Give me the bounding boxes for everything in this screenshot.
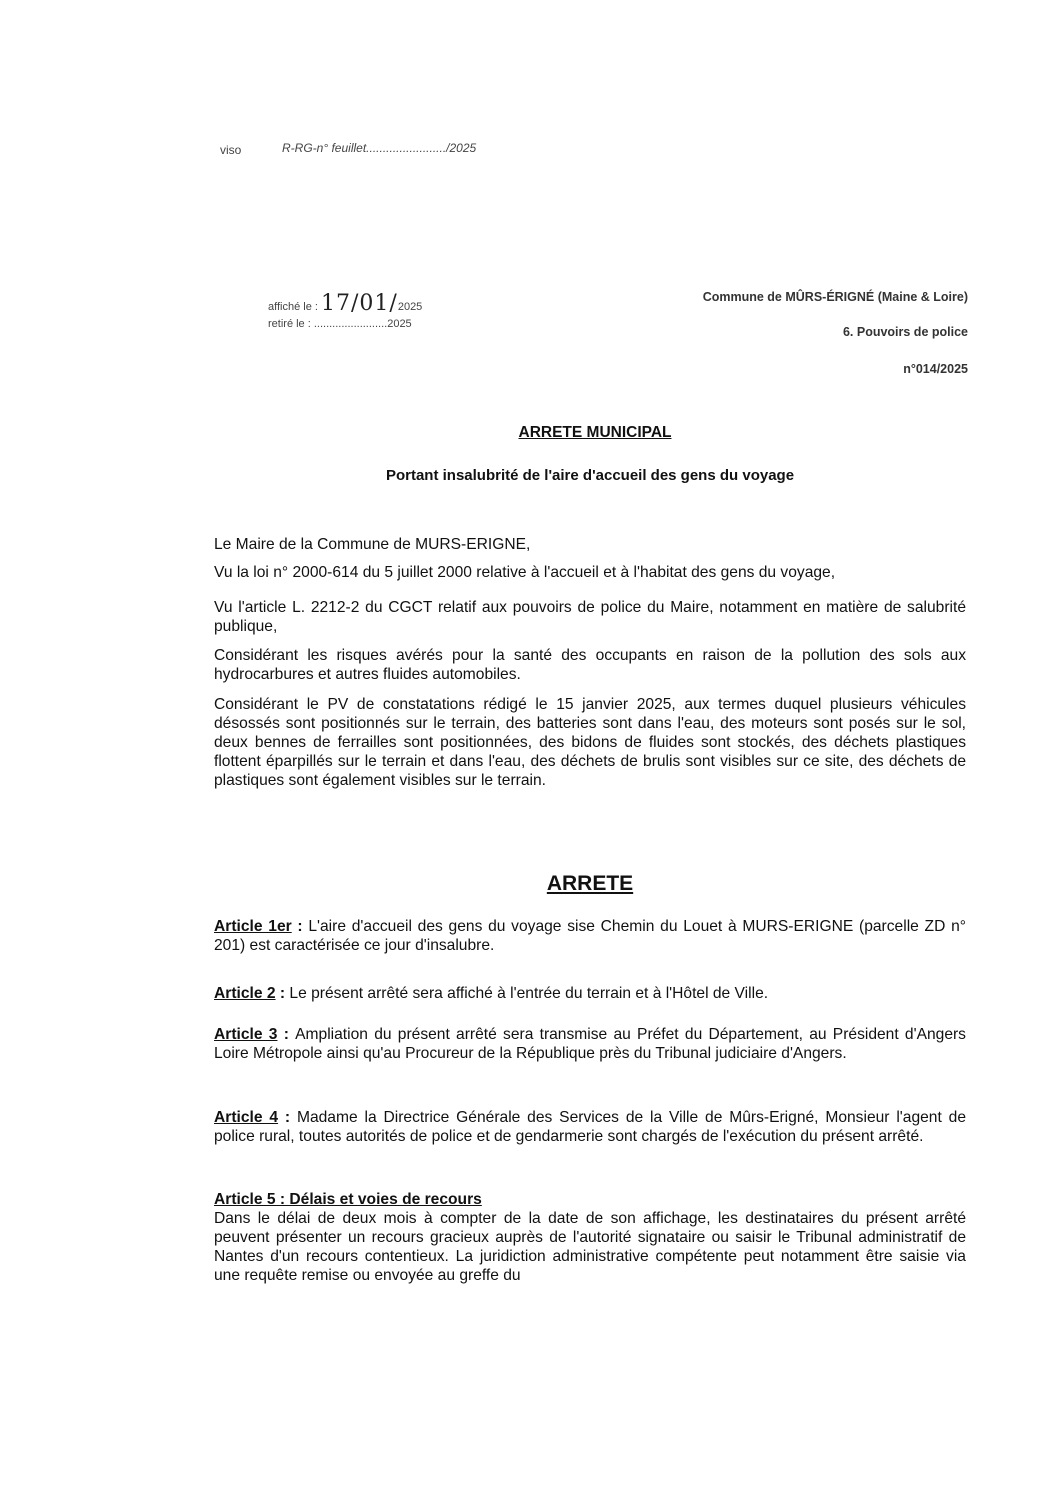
article-2-text: Le présent arrêté sera affiché à l'entrée du terrain et à l'Hôtel de Ville. <box>289 985 769 1002</box>
article-5-text: Dans le délai de deux mois à compter de la date de son affichage, les destinataires du présent arrêté peuvent présenter un recours gracieux auprès de l'autorité signataire ou saisir le Tribunal administratif de Nantes d'un recours contentieux. La juridiction administrative compétente peut notamment être saisie via une requête remise ou envoyée au greffe du <box>214 1210 966 1284</box>
act-number: n°014/2025 <box>903 362 968 376</box>
preamble-report: Considérant le PV de constatations rédigé le 15 janvier 2025, aux termes duquel plusieurs véhicules désossés sont positionnés sur le terrain, des batteries sont dans l'eau, des moteurs sont posés sur le sol, deux bennes de ferrailles sont positionnées, des bidons de fluides sont stockés, des déchets plastiques flottent éparpillés sur le terrain et dans l'eau, des déchets de brulis sont visibles sur ce site, des déchets de plastiques sont également visibles sur le terrain. <box>214 696 966 789</box>
commune-name: Commune de MÛRS-ÉRIGNÉ (Maine & Loire) <box>702 290 968 304</box>
visa-label: viso <box>220 143 242 157</box>
preamble-article: Vu l'article L. 2212-2 du CGCT relatif aux pouvoirs de police du Maire, notamment en matière de salubrité publique, <box>214 599 966 635</box>
withdrawn-year: 2025 <box>387 318 412 330</box>
article-3-label: Article 3 <box>214 1026 278 1043</box>
withdrawn-label: retiré le : ........................ <box>268 318 388 330</box>
document-subtitle: Portant insalubrité de l'aire d'accueil des gens du voyage <box>385 467 795 484</box>
preamble-mayor: Le Maire de la Commune de MURS-ERIGNE, <box>214 536 531 553</box>
article-1-label: Article 1er <box>214 918 292 935</box>
preamble-risks: Considérant les risques avérés pour la santé des occupants en raison de la pollution des sols aux hydrocarbures et autres fluides automobiles. <box>214 647 966 683</box>
document-title: ARRETE MUNICIPAL <box>518 424 672 441</box>
posting-stamp <box>268 291 422 316</box>
article-1: Article 1er : L'aire d'accueil des gens du voyage sise Chemin du Louet à MURS-ERIGNE (parcelle ZD n° 201) est caractérisée ce jour d'insalubre. <box>214 918 966 954</box>
article-3-text: Ampliation du présent arrêté sera transmise au Préfet du Département, au Président d'Angers Loire Métropole ainsi qu'au Procureur de la République près du Tribunal judiciaire d'Angers. <box>214 1026 966 1062</box>
preamble-law: Vu la loi n° 2000-614 du 5 juillet 2000 relative à l'accueil et à l'habitat des gens du voyage, <box>214 564 836 581</box>
article-2: Article 2 : Le présent arrêté sera affiché à l'entrée du terrain et à l'Hôtel de Ville. <box>214 985 769 1002</box>
article-4-text: Madame la Directrice Générale des Services de la Ville de Mûrs-Erigné, Monsieur l'agent de police rural, toutes autorités de police et de gendarmerie sont chargés de l'exécution du présent arrêté. <box>214 1109 966 1145</box>
article-4-label: Article 4 <box>214 1109 279 1126</box>
decision-heading: ARRETE <box>546 872 634 895</box>
withdrawal-stamp <box>268 318 412 330</box>
posted-label: affiché le : <box>268 301 318 313</box>
visa-reference: R-RG-n° feuillet......................../2025 <box>282 141 477 155</box>
article-4: Article 4 : Madame la Directrice Générale des Services de la Ville de Mûrs-Erigné, Monsieur l'agent de police rural, toutes autorités de police et de gendarmerie sont chargés de l'exécution du présent arrêté. <box>214 1109 966 1145</box>
article-2-label: Article 2 <box>214 985 276 1002</box>
article-5 <box>214 1190 966 1285</box>
article-5-label: Article 5 : Délais et voies de recours <box>214 1191 482 1208</box>
article-3: Article 3 : Ampliation du présent arrêté sera transmise au Préfet du Département, au Président d'Angers Loire Métropole ainsi qu'au Procureur de la République près du Tribunal judiciaire d'Angers. <box>214 1026 966 1062</box>
article-1-text: L'aire d'accueil des gens du voyage sise Chemin du Louet à MURS-ERIGNE (parcelle ZD n° 201) est caractérisée ce jour d'insalubre. <box>214 918 966 954</box>
posted-year: 2025 <box>397 301 423 313</box>
act-category: 6. Pouvoirs de police <box>842 325 968 339</box>
posted-date-handwritten: 17/01/ <box>321 291 398 316</box>
